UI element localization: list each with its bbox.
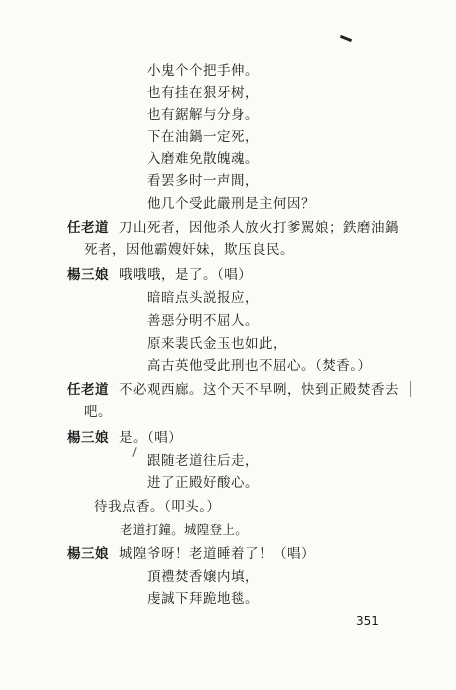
- text-line: 他几个受此嚴刑是主何因？: [147, 196, 315, 212]
- text-line: 高古英他受此刑也不屈心。（焚香。）: [147, 358, 372, 374]
- text-line: 看罢多时一声間，: [147, 173, 259, 189]
- dialogue-line: 楊三娘 是。（唱）: [67, 430, 183, 446]
- text-line: 原来裴氏金玉也如此，: [147, 336, 287, 352]
- speaker-name: 楊三娘: [67, 430, 109, 446]
- dialogue-line: 任老道 不必观西廊。这个天不早咧，快到正殿焚香去: [67, 382, 399, 398]
- text-line: 跟随老道往后走，: [147, 453, 259, 469]
- ink-mark: [410, 381, 411, 397]
- page-number: 351: [356, 614, 379, 628]
- text-line: 小鬼个个把手伸。: [147, 63, 259, 79]
- ink-mark: [340, 35, 352, 42]
- dialogue-line: 楊三娘 城隍爷呀！老道睡着了！（唱）: [67, 546, 315, 562]
- speaker-name: 任老道: [67, 382, 109, 398]
- dialogue-line: 任老道 刀山死者，因他杀人放火打爹駡娘；鉄磨油鍋: [67, 220, 399, 236]
- text-line: 入磨难免散魄魂。: [147, 151, 259, 167]
- speaker-name: 楊三娘: [67, 546, 109, 562]
- ink-mark: [132, 447, 136, 457]
- dialogue-line: 楊三娘 哦哦哦，是了。（唱）: [67, 267, 253, 283]
- stage-direction: 老道打鐘。城隍登上。: [120, 522, 249, 537]
- dialogue-line: 待我点香。（叩头。）: [94, 499, 221, 515]
- text-line: 虔誠下拜跪地毯。: [147, 591, 259, 607]
- text-line: 下在油鍋一定死，: [147, 129, 259, 145]
- text-line: 也有鋸解与分身。: [147, 107, 259, 123]
- text-line: 也有挂在狠牙树，: [147, 85, 259, 101]
- text-line: 暗暗点头説报应，: [147, 290, 259, 306]
- dialogue-continuation: 死者，因他霸嫂奸妹，欺压良民。: [84, 242, 294, 258]
- dialogue-continuation: 吧。: [84, 404, 112, 420]
- text-line: 頂禮焚香嬢内填，: [147, 569, 259, 585]
- text-line: 善惡分明不屈人。: [147, 313, 259, 329]
- speaker-name: 任老道: [67, 220, 109, 236]
- speaker-name: 楊三娘: [67, 267, 109, 283]
- text-line: 进了正殿好酸心。: [147, 475, 259, 491]
